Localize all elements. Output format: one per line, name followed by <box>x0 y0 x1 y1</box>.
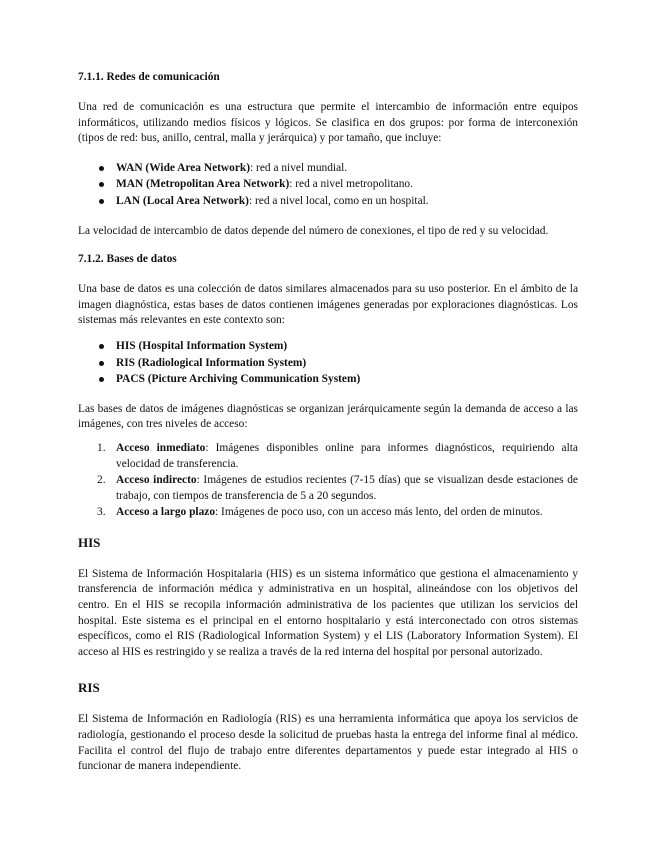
bullet-icon <box>99 377 104 382</box>
bullet-icon <box>99 199 104 204</box>
network-types-list <box>78 160 578 210</box>
levels-intro: Las bases de datos de imágenes diagnósticas se organizan jerárquicamente según la demanda de acceso a las imágenes, con tres niveles de acceso: <box>78 402 578 431</box>
bullet-icon <box>99 344 104 349</box>
bullet-icon <box>99 166 104 171</box>
heading-ris: RIS <box>78 680 100 696</box>
section-title-redes: 7.1.1. Redes de comunicación <box>78 71 220 83</box>
bases-intro: Una base de datos es una colección de datos similares almacenados para su uso posterior. En el ámbito de la imagen diagnóstica, estas bases de datos contienen imágenes generadas por exploraciones diagnósticas. Los sistemas más relevantes en este contexto son: <box>78 283 578 327</box>
access-levels-list <box>78 441 578 521</box>
systems-list <box>78 338 578 388</box>
document-page <box>78 70 578 775</box>
redes-intro: Una red de comunicación es una estructura que permite el intercambio de información entre equipos informáticos, utilizando medios físicos y lógicos. Se clasifica en dos grupos: por forma de interconexión (tipos de red: bus, anillo, central, malla y jerárquica) y por tamaño, que incluye: <box>78 101 578 145</box>
heading-his: HIS <box>78 534 101 550</box>
list-item: PACS (Picture Archiving Communication System) <box>78 371 578 388</box>
list-item: MAN (Metropolitan Area Network): red a nivel metropolitano. <box>78 176 578 193</box>
redes-outro: La velocidad de intercambio de datos depende del número de conexiones, el tipo de red y su velocidad. <box>78 224 549 237</box>
bullet-icon <box>99 361 104 366</box>
list-item: 1. Acceso inmediato: Imágenes disponibles online para informes diagnósticos, requiriendo alta velocidad de transferencia. <box>97 441 578 470</box>
section-title-bases: 7.1.2. Bases de datos <box>78 253 177 266</box>
list-item: LAN (Local Area Network): red a nivel local, como en un hospital. <box>78 193 578 210</box>
list-item: 2. Acceso indirecto: Imágenes de estudios recientes (7-15 días) que se visualizan desde estaciones de trabajo, con tiempos de transferencia de 5 a 20 segundos. <box>97 474 578 502</box>
bullet-icon <box>99 182 104 187</box>
list-item: HIS (Hospital Information System) <box>78 338 578 355</box>
list-item: WAN (Wide Area Network): red a nivel mundial. <box>78 160 578 177</box>
list-item: 3. Acceso a largo plazo: Imágenes de poco uso, con un acceso más lento, del orden de minutos. <box>97 506 543 519</box>
list-item: RIS (Radiological Information System) <box>78 355 578 372</box>
his-body: El Sistema de Información Hospitalaria (HIS) es un sistema informático que gestiona el almacenamiento y transferencia de información médica y administrativa en un hospital, alineándose con los objetivos del centro. En el HIS se recopila información administrativa de los pacientes que utilizan los servicios del hospital. Este sistema es el principal en el entorno hospitalario y está interconectado con otros sistemas específicos, como el RIS (Radiological Information System) y el LIS (Laboratory Information System). El acceso al HIS es restringido y se realiza a través de la red interna del hospital por personal autorizado. <box>78 567 578 658</box>
ris-body: El Sistema de Información en Radiología (RIS) es una herramienta informática que apoya los servicios de radiología, gestionando el proceso desde la solicitud de pruebas hasta la entrega del informe final al médico. Facilita el control del flujo de trabajo entre diferentes departamentos y puede estar integrado al HIS o funcionar de manera independiente. <box>78 713 578 773</box>
